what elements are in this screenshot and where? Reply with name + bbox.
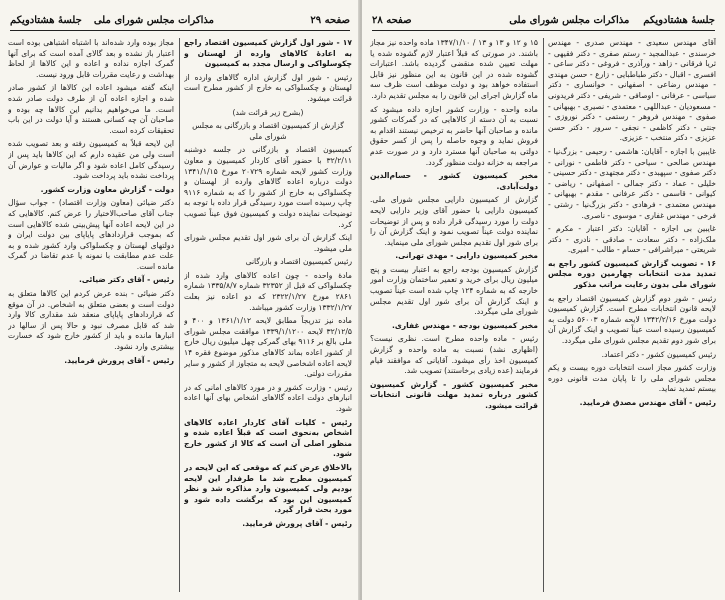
- paragraph: رئیس - ماده واحده مطرح است. نظری نیست؟ (اظهاری نشد) نسبت به ماده واحده و گزارش کمیسیون اخذ رأی میشود. آقایانی که موافقند قیام فرمایند (عده زیادی برخاستند) تصویب شد.: [370, 334, 538, 376]
- paragraph: این لایحه قبلاً به کمیسیون رفته و بعد تصویب شده است ولی من عقیده دارم که این کالاها باید پس از رسیدگی کامل اعاده شود و اگر مالیات و عوارض آن پرداخت نشده باید پرداخت شود.: [8, 139, 174, 181]
- left-page-header: [10, 14, 350, 31]
- paragraph: آقای مهندس سعیدی - مهندس صدری - مهندس خرسندی - عبدالمجید - رستم صفری - دکتر فقیهی - ثریا فرقانی - زاهد - ورآذری - فروغی - دکتر ساعی - افسری - اقبال - دکتر طباطبایی - زارع - حسن مهندی - مهندس رضاعی - اصفهانی - خوانساری - دکتر سیاسی - عرفانی - اوصافی - شریفی - دکتر فریدونی - مسعودیان - عبداللهی - معتمدی - نصیری - بهبهانی - صفوی - مهندس فروهر - رستمی - دکتر نوروزی - جنتی - دکتر کاظمی - نجفی - سرور - دکتر حسن عزیزی - دکتر منتخب - عزیزی.: [548, 38, 716, 143]
- paragraph: دکتر ضیائی - بنده عرض کردم این کالاها متعلق به دولت است و بعضی متعلق به اشخاص. در آن موقع که قراردادهای پایاپای منعقد شد مقداری کالا وارد شد که قابل مصرف نبود و حالا پس از سالها در انبارها مانده و باید از کشور خارج شود که خسارت بیشتری وارد نشود.: [8, 289, 174, 352]
- section-heading-16: ۱۶ - تصویب گزارش کمیسیون کشور راجع به تمدید مدت انتخابات چهارمین دوره مجلس شورای ملی بدون رعایت مراتب مذکور: [548, 258, 716, 290]
- paragraph: رئیس - آقای مهندس مصدق فرمایید.: [579, 398, 716, 407]
- right-page-number: صفحه ۲۸: [372, 15, 412, 26]
- left-page-left-column: [8, 38, 174, 594]
- paragraph: رئیس - آقای پرورش فرمایید.: [242, 518, 352, 528]
- right-page: [362, 0, 725, 600]
- paragraph: مخبر کمیسیون بودجه - مهندس غفاری.: [391, 320, 538, 330]
- paragraph: مخبر کمیسیون کشور - گزارش کمیسیون کشور درباره تمدید مهلت قانونی انتخابات قرائت میشود.: [370, 379, 538, 410]
- paragraph: گزارش از کمیسیون دارایی مجلس شورای ملی. کمیسیون دارایی با حضور آقای وزیر دارایی لایحه دولت را مورد رسیدگی قرار داده و پس از توضیحات نماینده دولت عیناً تصویب نمود و اینک گزارش آن را برای شور اول تقدیم مجلس شورای ملی مینماید.: [370, 195, 538, 247]
- paragraph: بالاخلاق عرض کنم که موقعی که این لایحه در کمیسیون مطرح شد ما طرفدار این لایحه بودیم ولی کمیسیون وارد مذاکره شد و نظر کمیسیون این بود که برگشت داده شود و مورد بحث قرار گیرد.: [184, 462, 352, 515]
- left-page: [0, 0, 361, 600]
- paragraph: کمیسیون اقتصاد و بازرگانی در جلسه دوشنبه ۳۲/۲/۱۱ با حضور آقای کاردار کمیسیون و معاون وزارت کشور لایحه شماره ۲۰۷۲۹ مورخ ۱۳۴۱/۱/۱۵ دولت درباره اعاده گالاهای وارده از لهستان و چکسلواکی به خارج از کشور را که به شماره ۹۱۱۶ چاپ رسیده است مورد رسیدگی قرار داده با توجه به توضیحات نماینده دولت و کمیسیون فوق عیناً تصویب کرد.: [184, 145, 352, 229]
- right-page-session: جلسهٔ هشتادویکم: [643, 15, 715, 26]
- paragraph: اینک گزارش آن برای شور اول تقدیم مجلس شورای ملی میشود.: [184, 233, 352, 253]
- paragraph: مادهٔ واحده - چون اعاده کالاهای وارد شده از چکسلواکی که قبل از ۳۲۳۵۲ شماره ۱۳۳۵/۸/۷ شماره ۲۸۶۱ مورخ ۲۳۲۲/۱/۲۷ که دو اعاده نیز بعلت ۱۳۳۲/۱/۲۷ وزارت کشور میباشد.: [184, 270, 352, 312]
- right-page-left-column: [370, 38, 538, 594]
- left-page-title: مذاکرات مجلس شورای ملی: [93, 15, 214, 26]
- paragraph: رئیس - آقای دکتر ضیائی.: [78, 275, 174, 285]
- paragraph: مجاز بوده وارد شده‌اند با اشتباه اشتباهی بوده است اعتبار باز نشده و بعد گالای آمده است که برای آنها گمرک اجازه نداده و اعاده و این کالاها از لحاظ بهداشت و رعایت مقررات قابل ورود نیست.: [8, 38, 174, 79]
- paragraph: رئیس کمیسیون اقتصاد و بازرگانی: [245, 257, 352, 267]
- paragraph: رئیس - وزارت کشور و در مورد کالاهای امانی که در انبارهای دولت اعاده گالاهای اشخاص بهای آنها اعاده شود.: [184, 382, 352, 413]
- left-page-session: جلسهٔ هشتادویکم: [10, 15, 82, 26]
- right-page-right-column: [548, 38, 716, 594]
- paragraph: ۱۵ و ۱۲ و ۱۳ و ۱۳ / ۱۳۴۷/۱/۱۰ ماده واحده نیز مجاز باشند. در صورتی که قبلاً اعتبار لازم گشوده شده یا مهلت تعیین شده منقضی گردیده باشد. اعتبارات گشوده شده در این قانون به این منظور نیز قابل استفاده خواهد بود و دولت موظف است ظرف سه ماه گزارش اجرای این قانون را به مجلس تقدیم دارد.: [370, 38, 538, 100]
- right-page-header: [372, 14, 715, 31]
- paragraph: اینکه گفته میشود اعاده این کالاها از کشور صادر شده و اجازه اعاده آن از طرف دولت صادر شده است. ما می‌خواهیم بدانیم این کالاها چه بوده و صاحبان آن چه کسانی هستند و آیا دولت در این باب تحقیقات کرده است.: [8, 83, 174, 135]
- section-heading-17: ۱۷ - شور اول گزارش کمیسیون اقتصاد راجع به اعادهٔ کالاهای وارده از لهستان و چکوسلواکی و ارسال مجدد به کمیسیون: [184, 38, 352, 69]
- paragraph: گزارش از کمیسیون اقتصاد و بازرگانی به مجلس شورای ملی: [192, 121, 344, 141]
- left-page-number: صفحه ۲۹: [310, 15, 350, 26]
- paragraph: غایبین با اجازه - آقایان: هاشمی - رحیمی - بزرگ‌نیا - مهندس صالحی - سیاحی - دکتر فاطمی - نورانی - دکتر صفوی - سپهبدی - دکتر مجتهدی - دکتر حسینی - خلیلی - عماد - دکتر جمالی - اصفهانی - ریاضی - کیوانی - قاسمی - دکتر عرفانی - مقدم - بهبهانی - مهندس معتمدی - فرهادی - دکتر بزرگ‌نیا - رشتی - فرخی - مهندس غفاری - موسوی - ناصری.: [548, 146, 716, 220]
- paragraph: مخبر کمیسیون کشور - حسام‌الدین دولت‌آبادی.: [370, 171, 538, 191]
- column-divider: [179, 38, 180, 592]
- paragraph: دکتر ضیائی (معاون وزارت اقتصاد) - جواب سؤال جناب آقای صاحب‌الاختیار را عرض کنم. کالاهایی که در این لایحه اعاده آنها پیش‌بینی شده کالاهایی است که بموجب قراردادهای پایاپای بین دولت ایران و دولتهای لهستان و چکسلواکی وارد کشور شده و به علت عدم مطابقت با نمونه یا عدم تقاضا در گمرک مانده است.: [8, 198, 174, 271]
- paragraph: مخبر کمیسیون دارایی - مهدی تهرانی.: [395, 251, 538, 261]
- paragraph: گزارش کمیسیون بودجه راجع به اعتبار بیست و پنج میلیون ریال برای خرید و تعمیر ساختمان وزارت امور خارجه که به شماره ۱۲۴ چاپ شده است عیناً تصویب و اینک گزارش آن برای شور اول تقدیم مجلس شورای ملی میگردد.: [370, 264, 538, 317]
- paragraph: رئیس - کلیات آقای کاردار اعاده کالاهای اشخاص به‌نحوی است که قبلاً اعاده شده و منظور اصلی آن است که کالا از کشور خارج شود.: [184, 417, 352, 459]
- paragraph: دولت - گزارش معاون وزارت کشور.: [40, 184, 174, 194]
- paragraph: رئیس - شور دوم گزارش کمیسیون اقتصاد راجع به لایحه قانون انتخابات مطرح است. گزارش کمیسیون دولت مورخ ۱۳۴۲/۲/۱۶ لایحه شماره ۵۶۰۰۳ دولت به کمیسیون رسیده است عیناً تصویب و اینک گزارش آن برای شور دوم تقدیم مجلس شورای ملی میگردد.: [548, 293, 716, 346]
- paragraph: (بشرح زیر قرائت شد): [232, 107, 304, 117]
- left-page-right-column: [184, 38, 352, 594]
- paragraph: رئیس کمیسیون کشور - دکتر اعتماد.: [601, 349, 716, 359]
- column-divider: [543, 38, 544, 592]
- paragraph: وزارت کشور مجاز است انتخابات دوره بیست و یکم مجلس شورای ملی را تا پایان مدت قانونی دوره بیستم تمدید نماید.: [548, 363, 716, 394]
- paragraph: رئیس - شور اول گزارش اداره گالاهای وارده از لهستان و چکسلواکی به خارج از کشور مطرح است قرائت میشود.: [184, 72, 352, 103]
- paragraph: غایبین بی اجازه - آقایان: دکتر اعتبار - مکرم - ملک‌زاده - دکتر سعادت - صادقی - نادری - دکتر شریعتی - میراشرافی - حسام - طالب - امیری.: [548, 224, 716, 255]
- paragraph: رئیس - آقای پرورش فرمایید.: [64, 355, 174, 365]
- right-page-title: مذاکرات مجلس شورای ملی: [509, 15, 630, 26]
- paragraph: ماده واحده - وزارت کشور اجازه داده میشود که نسبت به آن دسته از کالاهایی که در گمرکات کشور مانده و صاحبان آنها حاضر به ترخیص نیستند اقدام به فروش نماید و وجوه حاصله را پس از کسر حقوق دولتی به صاحبان آنها مسترد دارد و در صورت عدم مراجعه به خزانه دولت منظور گردد.: [370, 104, 538, 167]
- paragraph: ماده نیز تدریجاً مطابق لایحه ۱۳۶۱/۱/۱۲ و ۴۰۰ و ۳۲/۱۲/۵ لایحه ۱۳۳۹/۱/۱۲۰۰ موافقت مجلس شورای ملی بالغ بر ۹۱۱۶ بهای گمرکی چهل میلیون ریال خارج از کشور اعاده بماند کالاهای مذکور موضوع فقره ۱۴ لایحه اعاده اشخاصی لایحه به متجاوز از کشور و سایر مقررات دولتی.: [184, 316, 352, 379]
